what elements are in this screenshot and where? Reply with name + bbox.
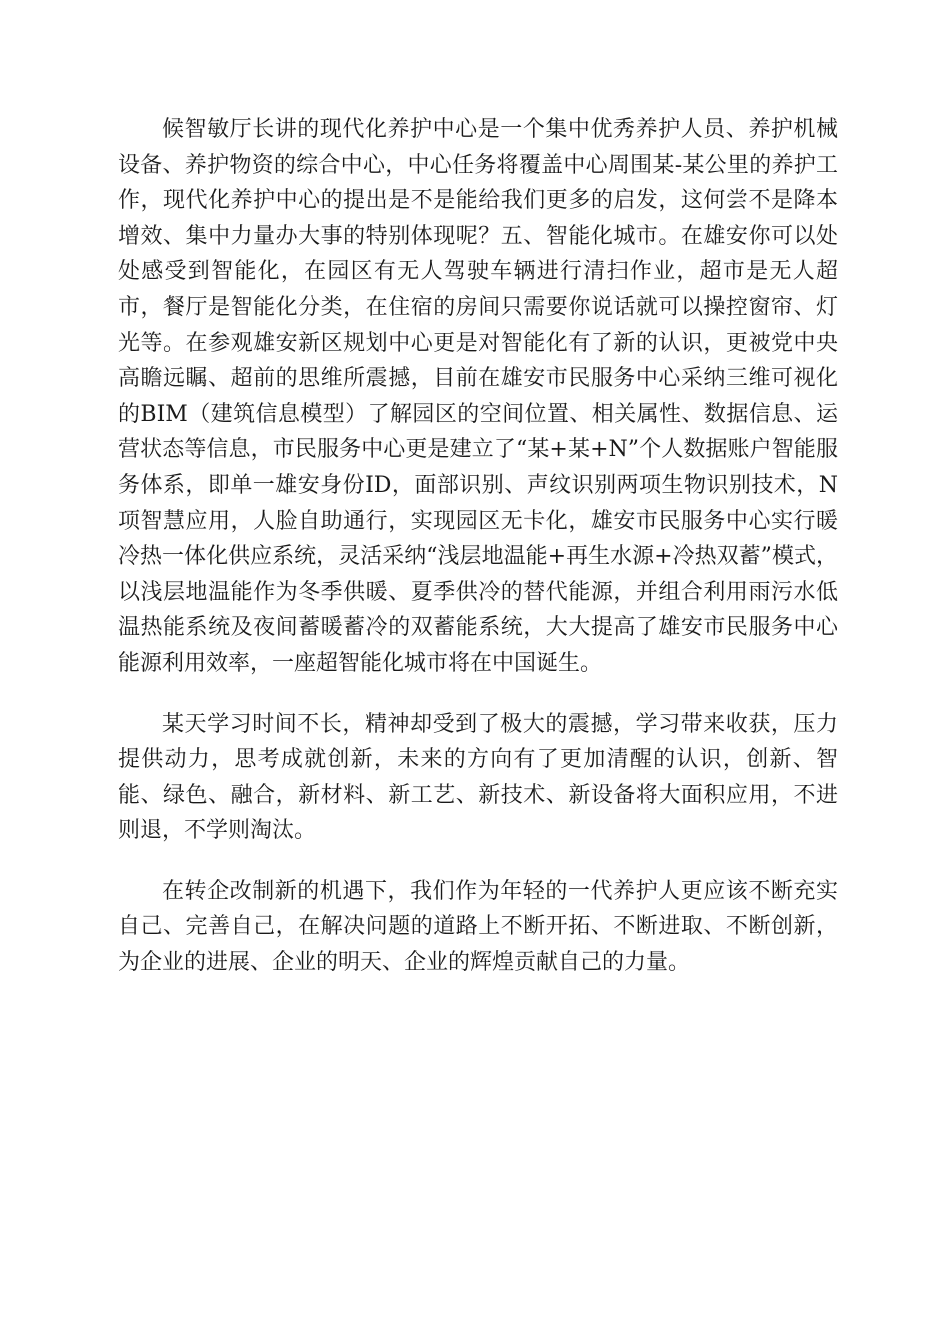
paragraph-2: 某天学习时间不长，精神却受到了极大的震撼，学习带来收获，压力提供动力，思考成就创新，未来的方向有了更加清醒的认识，创新、智能、绿色、融合，新材料、新工艺、新技术、新设备将大面积应用，不进则退，不学则淘汰。 <box>118 711 838 844</box>
paragraph-3: 在转企改制新的机遇下，我们作为年轻的一代养护人更应该不断充实自己、完善自己，在解决问题的道路上不断开拓、不断进取、不断创新，为企业的进展、企业的明天、企业的辉煌贡献自己的力量。 <box>118 878 838 976</box>
document-body <box>118 112 838 1006</box>
paragraph-1: 候智敏厅长讲的现代化养护中心是一个集中优秀养护人员、养护机械设备、养护物资的综合中心，中心任务将覆盖中心周围某-某公里的养护工作，现代化养护中心的提出是不是能给我们更多的启发，这何尝不是降本增效、集中力量办大事的特别体现呢？五、智能化城市。在雄安你可以处处感受到智能化，在园区有无人驾驶车辆进行清扫作业，超市是无人超市，餐厅是智能化分类，在住宿的房间只需要你说话就可以操控窗帘、灯光等。在参观雄安新区规划中心更是对智能化有了新的认识，更被党中央高瞻远瞩、超前的思维所震撼，目前在雄安市民服务中心采纳三维可视化的BIM（建筑信息模型）了解园区的空间位置、相关属性、数据信息、运营状态等信息，市民服务中心更是建立了“某+某+N”个人数据账户智能服务体系，即单一雄安身份ID，面部识别、声纹识别两项生物识别技术，N项智慧应用，人脸自助通行，实现园区无卡化，雄安市民服务中心实行暖冷热一体化供应系统，灵活采纳“浅层地温能+再生水源+冷热双蓄”模式，以浅层地温能作为冬季供暖、夏季供冷的替代能源，并组合利用雨污水低温热能系统及夜间蓄暖蓄冷的双蓄能系统，大大提高了雄安市民服务中心能源利用效率，一座超智能化城市将在中国诞生。 <box>118 117 838 676</box>
